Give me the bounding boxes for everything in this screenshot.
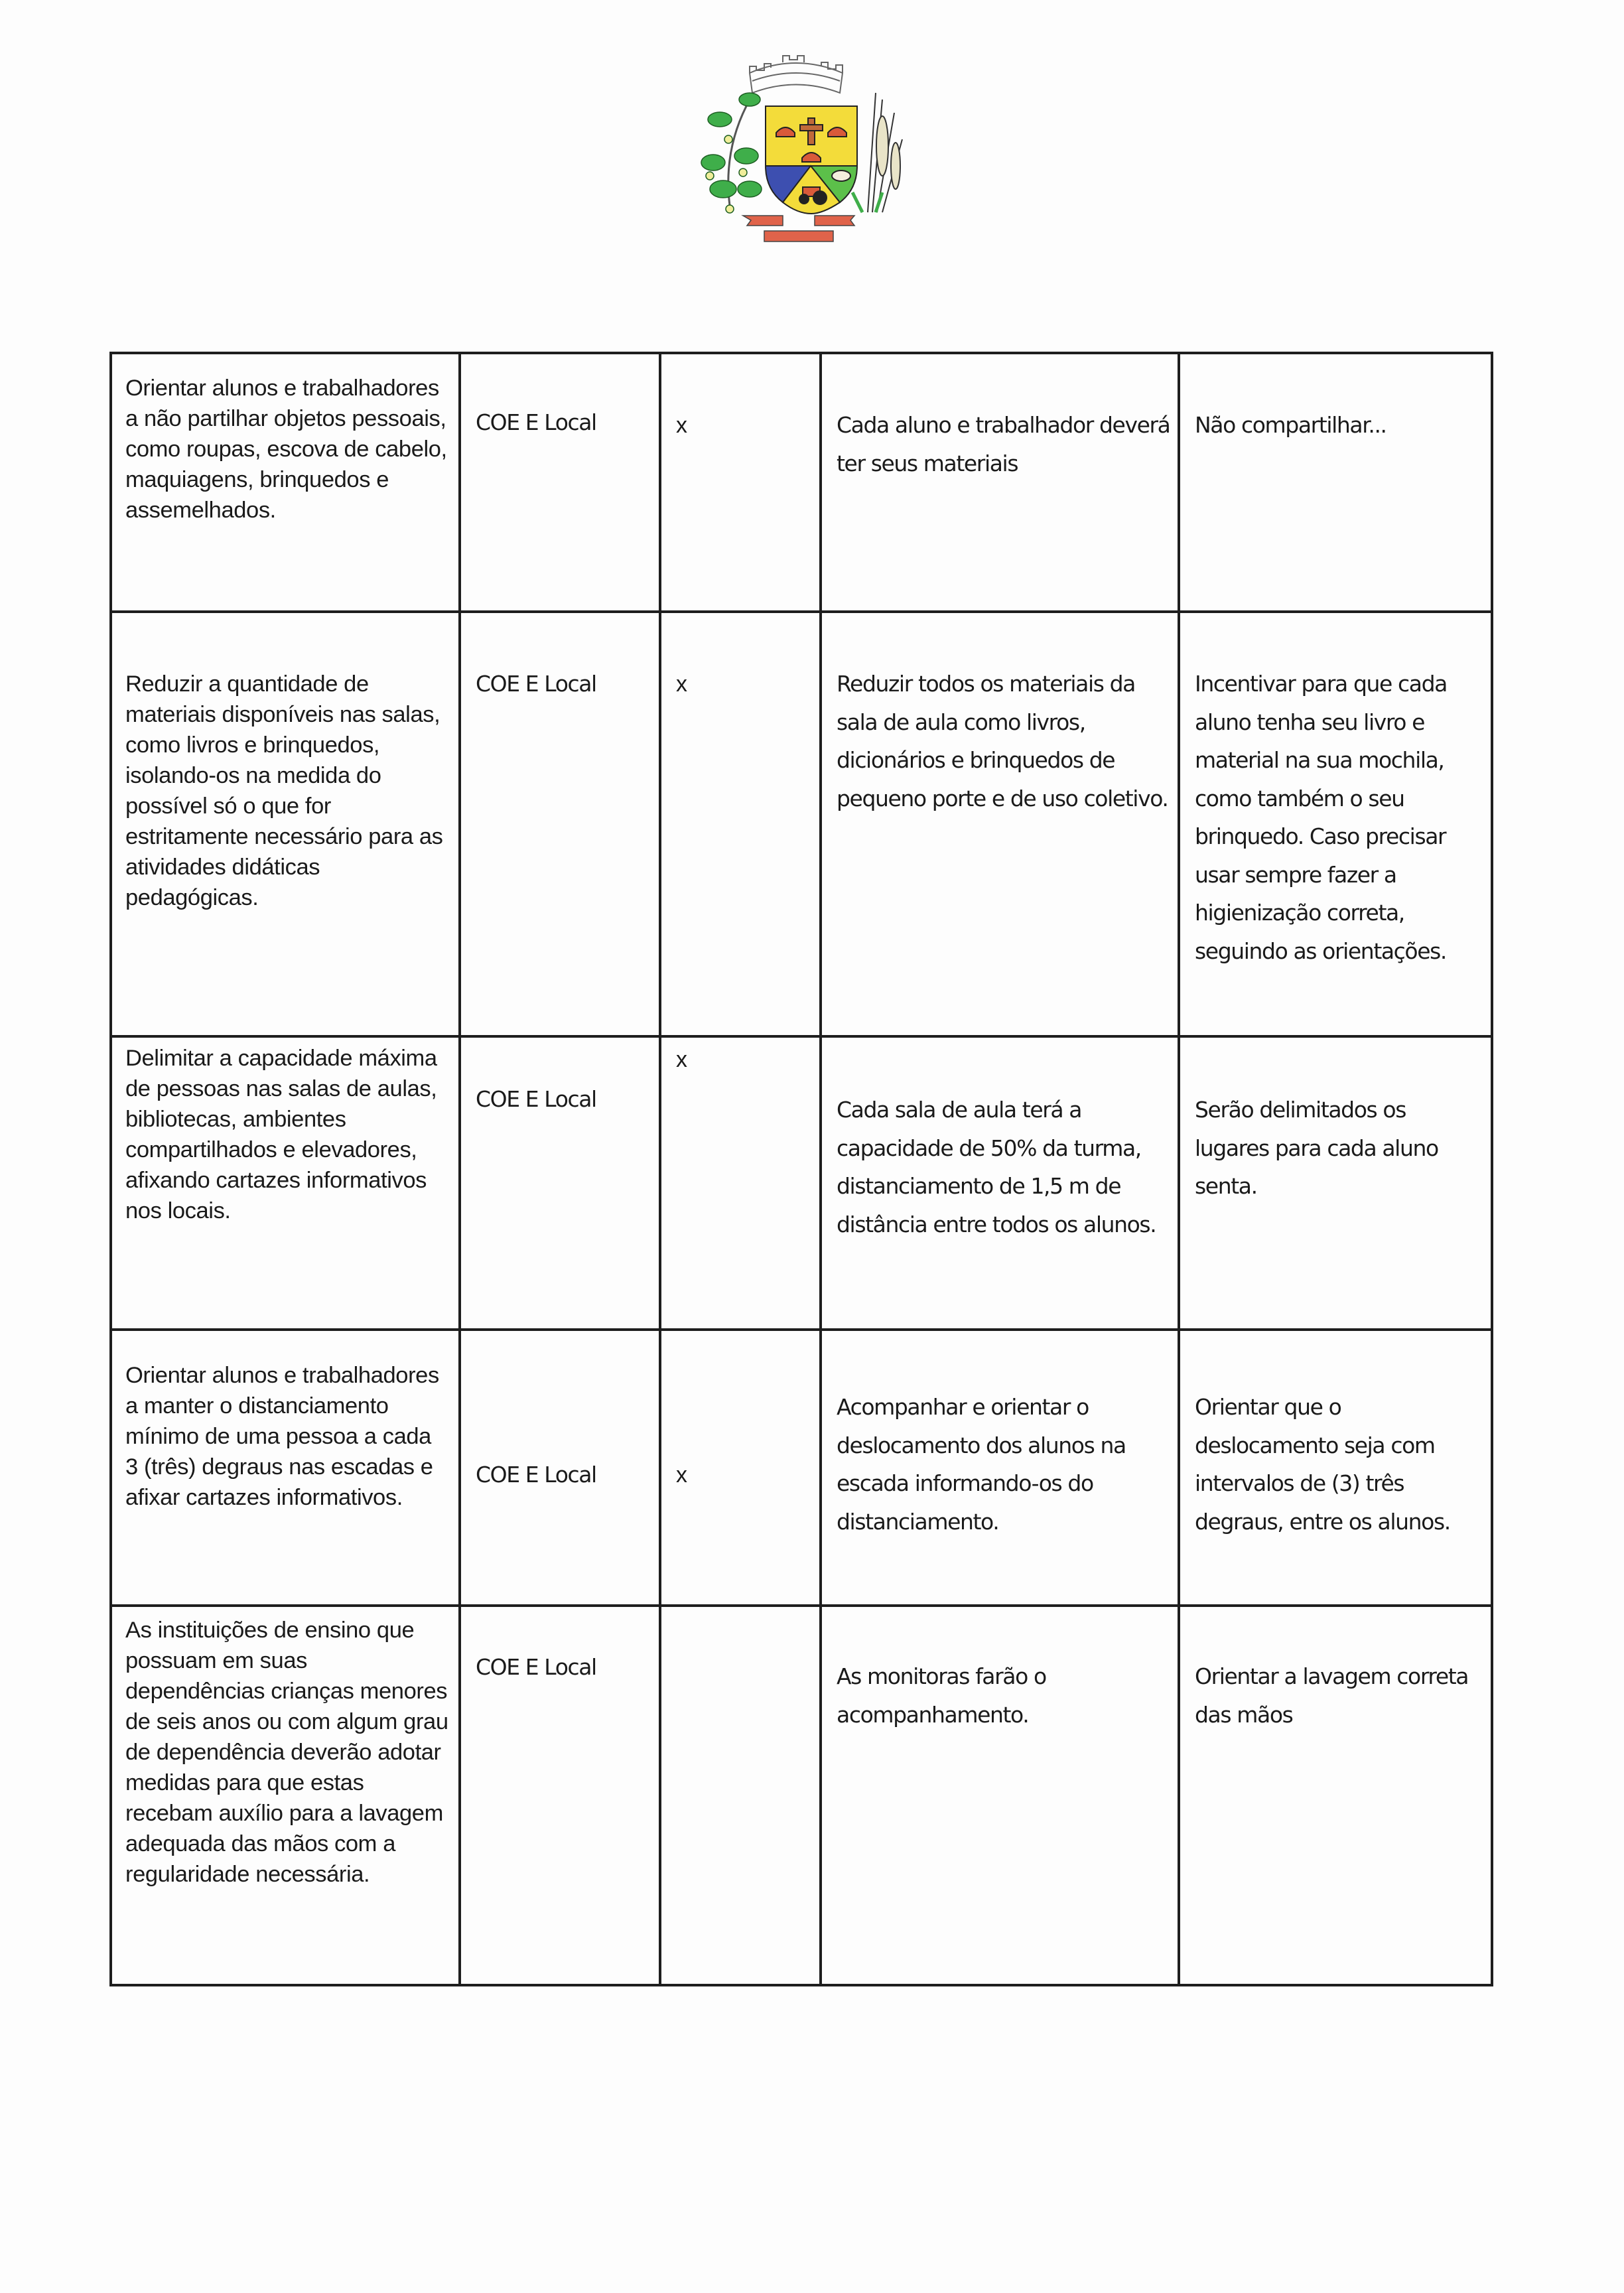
- action-cell: [111, 1606, 460, 1985]
- notes-text: Orientar que o deslocamento seja com intervalos de (3) três degraus, entre os alunos.: [1195, 1394, 1450, 1535]
- checkmark-x: x: [676, 1462, 687, 1488]
- action-cell: [111, 1330, 460, 1606]
- responsible-cell: [460, 612, 660, 1036]
- responsible-text: COE E Local: [476, 1654, 596, 1680]
- notes-text: Incentivar para que cada aluno tenha seu livro e material na sua mochila, como também o seu brinquedo. Caso precisar usar sempre fazer a higienização correta, seguindo as orientações.: [1195, 671, 1447, 964]
- table-row: [111, 353, 1492, 612]
- notes-cell: [1179, 1036, 1492, 1330]
- coat-of-arms-logo: [683, 40, 909, 252]
- notes-cell: [1179, 612, 1492, 1036]
- how-text: Acompanhar e orientar o deslocamento dos alunos na escada informando-os do distanciamento.: [837, 1394, 1126, 1535]
- how-cell: [821, 612, 1179, 1036]
- notes-text: Serão delimitados os lugares para cada aluno senta.: [1195, 1097, 1438, 1199]
- how-cell: [821, 1606, 1179, 1985]
- table-row: [111, 1036, 1492, 1330]
- action-cell: [111, 612, 460, 1036]
- checkmark-x: [661, 1607, 819, 1648]
- action-text: Orientar alunos e trabalhadores a não partilhar objetos pessoais, como roupas, escova de cabelo, maquiagens, brinquedos e assemelhados.: [125, 376, 447, 523]
- responsible-text: COE E Local: [476, 1462, 596, 1488]
- action-text: As instituições de ensino que possuam em suas dependências crianças menores de seis anos ou com algum grau de dependência deverão adotar medidas para que estas recebam auxílio para a lavagem adequada das mãos com a regularidade necessária.: [125, 1618, 448, 1887]
- checkmark-x: x: [676, 1047, 687, 1072]
- table-row: [111, 1606, 1492, 1985]
- protocol-table: [109, 352, 1493, 1986]
- mark-cell: [660, 1606, 821, 1985]
- notes-cell: [1179, 1330, 1492, 1606]
- mark-cell: [660, 1330, 821, 1606]
- action-text: Reduzir a quantidade de materiais disponíveis nas salas, como livros e brinquedos, isolando-os na medida do possível só o que for estritamente necessário para as atividades didáticas pedagógicas.: [125, 671, 443, 910]
- mural-crown: [750, 56, 843, 93]
- how-cell: [821, 1036, 1179, 1330]
- action-text: Orientar alunos e trabalhadores a manter o distanciamento mínimo de uma pessoa a cada 3 (três) degraus nas escadas e afixar cartazes informativos.: [125, 1363, 439, 1510]
- notes-cell: [1179, 1606, 1492, 1985]
- how-text: Cada aluno e trabalhador deverá ter seus materiais: [837, 412, 1170, 476]
- action-cell: [111, 1036, 460, 1330]
- how-text: Reduzir todos os materiais da sala de aula como livros, dicionários e brinquedos de pequeno porte e de uso coletivo.: [837, 671, 1168, 811]
- how-text: Cada sala de aula terá a capacidade de 50% da turma, distanciamento de 1,5 m de distância entre todos os alunos.: [837, 1097, 1156, 1237]
- how-cell: [821, 1330, 1179, 1606]
- responsible-text: COE E Local: [476, 671, 596, 697]
- mark-cell: [660, 612, 821, 1036]
- action-text: Delimitar a capacidade máxima de pessoas nas salas de aulas, bibliotecas, ambientes compartilhados e elevadores, afixando cartazes informativos nos locais.: [125, 1046, 437, 1223]
- mark-cell: [660, 1036, 821, 1330]
- notes-text: Não compartilhar...: [1195, 412, 1387, 438]
- ribbon-banners: [743, 216, 854, 242]
- responsible-cell: [460, 1606, 660, 1985]
- responsible-text: COE E Local: [476, 409, 596, 435]
- mark-cell: [660, 353, 821, 612]
- table-row: [111, 1330, 1492, 1606]
- checkmark-x: x: [676, 413, 687, 438]
- shield: [766, 106, 857, 214]
- notes-cell: [1179, 353, 1492, 612]
- action-cell: [111, 353, 460, 612]
- responsible-cell: [460, 1330, 660, 1606]
- notes-text: Orientar a lavagem correta das mãos: [1195, 1663, 1469, 1728]
- responsible-cell: [460, 1036, 660, 1330]
- checkmark-x: x: [676, 671, 687, 697]
- wheat-sheaf: [852, 93, 902, 212]
- table-row: [111, 612, 1492, 1036]
- coffee-branch: [701, 93, 762, 213]
- responsible-text: COE E Local: [476, 1086, 596, 1112]
- how-text: As monitoras farão o acompanhamento.: [837, 1663, 1046, 1728]
- how-cell: [821, 353, 1179, 612]
- responsible-cell: [460, 353, 660, 612]
